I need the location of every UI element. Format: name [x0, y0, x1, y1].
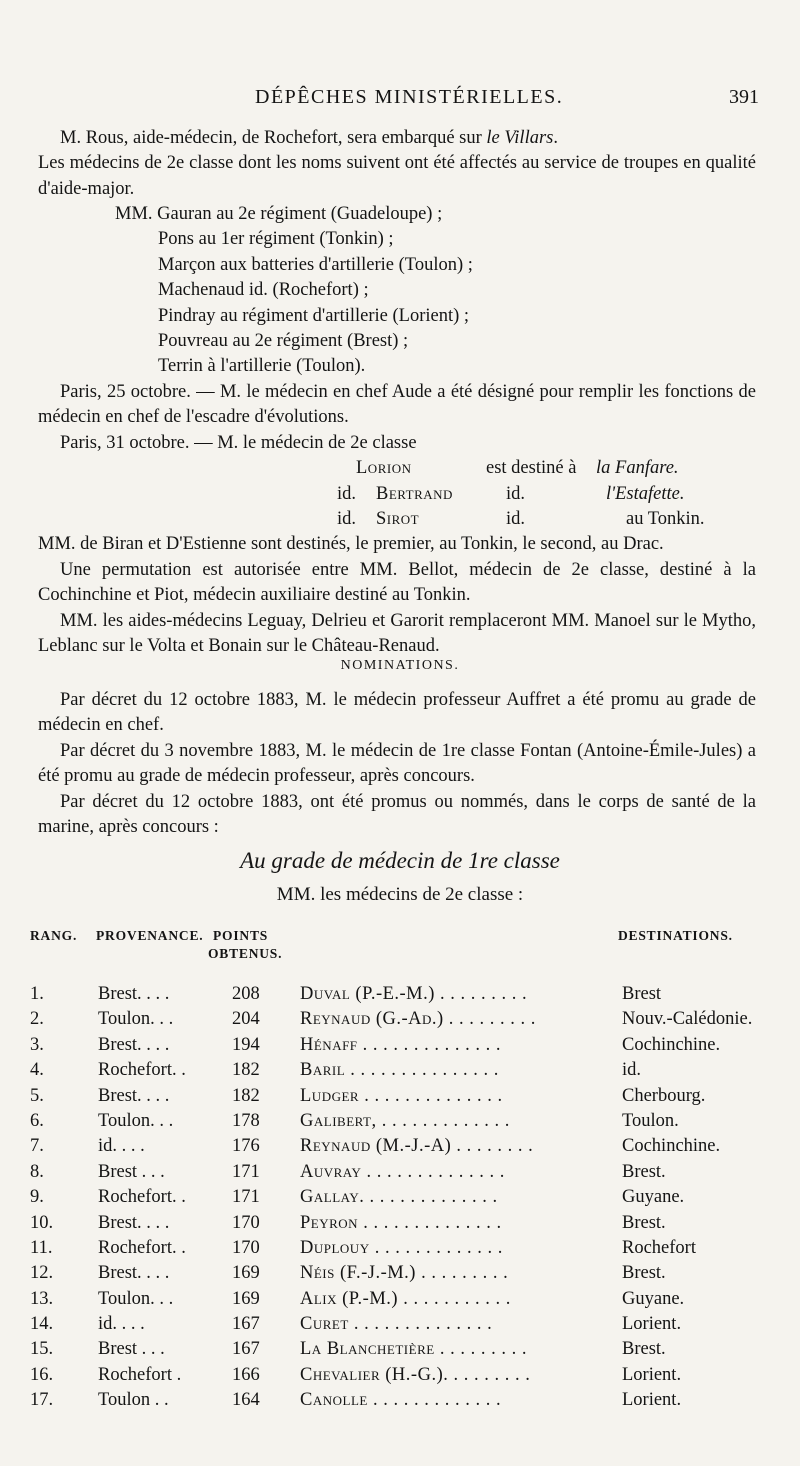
destination-cell: Cochinchine. — [622, 1034, 721, 1055]
intro-paragraph: Les médecins de 2e classe dont les noms suivent ont été affectés au service de troupes en qualité d'aide-major. — [38, 153, 756, 199]
points-cell: 164 — [232, 1390, 260, 1411]
table-row — [30, 1287, 770, 1312]
points-cell: 171 — [232, 1161, 260, 1182]
points-cell: 176 — [232, 1136, 260, 1157]
intro-line: M. Rous, aide-médecin, de Rochefort, sera embarqué sur le Villars. — [60, 128, 558, 148]
table-row — [30, 1160, 770, 1185]
provenance-cell: Rochefort . — [98, 1364, 182, 1385]
paris-25-paragraph: Paris, 25 octobre. — M. le médecin en chef Aude a été désigné pour remplir les fonctions de médecin en chef de l'escadre d'évolutions. — [38, 382, 756, 428]
provenance-cell: Brest. . . . — [98, 1034, 170, 1055]
points-cell: 167 — [232, 1339, 260, 1360]
intro-block — [38, 126, 756, 202]
rank-cell: 2. — [30, 1009, 44, 1030]
rank-cell: 4. — [30, 1060, 44, 1081]
provenance-cell: Toulon . . — [98, 1390, 169, 1411]
provenance-cell: Toulon. . . — [98, 1009, 174, 1030]
table-row — [30, 982, 770, 1007]
page-header — [0, 86, 800, 116]
header-provenance: PROVENANCE. — [96, 928, 204, 943]
rank-cell: 7. — [30, 1136, 44, 1157]
points-cell: 204 — [232, 1009, 260, 1030]
destination-cell: Brest. — [622, 1263, 666, 1284]
name-cell: Auvray . . . . . . . . . . . . . . — [300, 1161, 505, 1182]
destination-cell: Lorient. — [622, 1314, 682, 1335]
name-cell: Galibert, . . . . . . . . . . . . . — [300, 1110, 510, 1131]
paris-31-row: id. Bertrand id. l'Estafette. — [336, 483, 685, 504]
points-cell: 169 — [232, 1288, 260, 1309]
table-row — [30, 1007, 770, 1032]
provenance-cell: Brest . . . — [98, 1339, 165, 1360]
rank-cell: 17. — [30, 1390, 54, 1411]
provenance-cell: Toulon. . . — [98, 1288, 174, 1309]
name-cell: Reynaud (M.-J.-A) . . . . . . . . — [300, 1136, 534, 1157]
table-row — [30, 1084, 770, 1109]
name-cell: Alix (P.-M.) . . . . . . . . . . . — [300, 1288, 511, 1309]
points-cell: 169 — [232, 1263, 260, 1284]
nominations-table — [30, 982, 770, 1414]
rank-cell: 16. — [30, 1364, 54, 1385]
aides-paragraph: MM. les aides-médecins Leguay, Delrieu et Garorit remplaceront MM. Manoel sur le Mytho, Leblanc sur le Volta et Bonain sur le Château-Renaud. — [38, 610, 756, 657]
points-cell: 208 — [232, 984, 260, 1004]
running-title: DÉPÊCHES MINISTÉRIELLES. — [255, 86, 564, 108]
provenance-cell: Brest. . . . — [98, 1212, 170, 1233]
table-row — [30, 1337, 770, 1362]
rank-cell: 1. — [30, 984, 44, 1004]
points-cell: 182 — [232, 1060, 260, 1081]
grade-title: Au grade de médecin de 1re classe — [240, 848, 560, 873]
rank-cell: 6. — [30, 1110, 44, 1131]
points-cell: 182 — [232, 1085, 260, 1106]
destination-cell: Lorient. — [622, 1390, 682, 1411]
destination-cell: Brest. — [622, 1212, 666, 1233]
name-cell: Baril . . . . . . . . . . . . . . . — [300, 1060, 499, 1081]
rank-cell: 8. — [30, 1161, 44, 1182]
destination-cell: Guyane. — [622, 1187, 685, 1208]
rank-cell: 12. — [30, 1263, 54, 1284]
destination-cell: Cochinchine. — [622, 1136, 721, 1157]
provenance-cell: Rochefort. . — [98, 1060, 186, 1081]
name-cell: Ludger . . . . . . . . . . . . . . — [300, 1085, 503, 1106]
header-rang: RANG. — [30, 928, 78, 943]
points-cell: 170 — [232, 1237, 260, 1258]
affectation-item: Terrin à l'artillerie (Toulon). — [158, 356, 366, 377]
points-cell: 170 — [232, 1212, 260, 1233]
provenance-cell: Brest. . . . — [98, 1085, 170, 1106]
nomination-paragraph: Par décret du 12 octobre 1883, M. le médecin professeur Auffret a été promu au grade de médecin en chef. — [38, 690, 756, 736]
rank-cell: 15. — [30, 1339, 54, 1360]
destination-cell: Guyane. — [622, 1288, 685, 1309]
affectation-item: MM. Gauran au 2e régiment (Guadeloupe) ; — [115, 204, 443, 224]
rank-cell: 14. — [30, 1314, 54, 1335]
destination-cell: Lorient. — [622, 1364, 682, 1385]
affectation-item: Marçon aux batteries d'artillerie (Toulon) ; — [158, 254, 473, 275]
provenance-cell: Brest. . . . — [98, 1263, 170, 1284]
table-row — [30, 1312, 770, 1337]
destination-cell: Nouv.-Calédonie. — [622, 1009, 753, 1030]
rank-cell: 9. — [30, 1187, 44, 1208]
destination-cell: Brest — [622, 984, 662, 1004]
name-cell: Curet . . . . . . . . . . . . . . — [300, 1314, 493, 1335]
provenance-cell: Rochefort. . — [98, 1187, 186, 1208]
permutation-paragraph: Une permutation est autorisée entre MM. Bellot, médecin de 2e classe, destiné à la Cochinchine et Piot, médecin auxiliaire destiné au Tonkin. — [38, 559, 756, 606]
main-text — [38, 380, 756, 659]
destination-cell: Toulon. — [622, 1110, 679, 1131]
header-obtenus: OBTENUS. — [208, 946, 283, 961]
provenance-cell: id. . . . — [98, 1314, 145, 1335]
destination-cell: Cherbourg. — [622, 1085, 706, 1106]
paris-31-row: Lorion est destiné à la Fanfare. — [356, 458, 679, 479]
points-cell: 194 — [232, 1034, 260, 1055]
table-row — [30, 1033, 770, 1058]
table-row — [30, 1109, 770, 1134]
affectation-item: Pons au 1er régiment (Tonkin) ; — [158, 229, 394, 250]
provenance-cell: Brest. . . . — [98, 984, 170, 1004]
page-number: 391 — [729, 86, 759, 108]
paris-31-row: Paris, 31 octobre. — M. le médecin de 2e classe — [60, 432, 417, 453]
name-cell: Reynaud (G.-Ad.) . . . . . . . . . — [300, 1009, 536, 1030]
destination-cell: Rochefort — [622, 1237, 696, 1258]
rank-cell: 5. — [30, 1085, 44, 1106]
name-cell: Canolle . . . . . . . . . . . . . — [300, 1390, 502, 1411]
destination-cell: Brest. — [622, 1161, 666, 1182]
rank-cell: 13. — [30, 1288, 54, 1309]
affectation-item: Pindray au régiment d'artillerie (Lorient) ; — [158, 305, 470, 326]
name-cell: Hénaff . . . . . . . . . . . . . . — [300, 1034, 502, 1055]
nominations-title: NOMINATIONS. — [340, 658, 460, 673]
name-cell: La Blanchetière . . . . . . . . . — [300, 1339, 527, 1360]
nomination-paragraph: Par décret du 12 octobre 1883, ont été promus ou nommés, dans le corps de santé de la marine, après concours : — [38, 791, 756, 838]
table-row — [30, 1388, 770, 1413]
provenance-cell: Brest . . . — [98, 1161, 165, 1182]
table-row — [30, 1134, 770, 1159]
table-row — [30, 1363, 770, 1388]
provenance-cell: id. . . . — [98, 1136, 145, 1157]
table-row — [30, 1261, 770, 1286]
nominations-text — [38, 688, 756, 840]
points-cell: 178 — [232, 1110, 260, 1131]
nomination-paragraph: Par décret du 3 novembre 1883, M. le médecin de 1re classe Fontan (Antoine-Émile-Jules) a été promu au grade de médecin professeur, après concours. — [38, 740, 756, 787]
affectations-list — [38, 202, 756, 380]
paris-31-row: id. Sirot id. au Tonkin. — [336, 509, 705, 530]
grade-subtitle: MM. les médecins de 2e classe : — [276, 884, 524, 905]
header-points: POINTS — [213, 928, 269, 943]
rank-cell: 3. — [30, 1034, 44, 1055]
name-cell: Chevalier (H.-G.). . . . . . . . . — [300, 1364, 531, 1385]
affectation-item: Machenaud id. (Rochefort) ; — [158, 280, 369, 301]
table-row — [30, 1236, 770, 1261]
points-cell: 171 — [232, 1187, 260, 1208]
header-destinations: DESTINATIONS. — [618, 928, 733, 943]
provenance-cell: Rochefort. . — [98, 1237, 186, 1258]
provenance-cell: Toulon. . . — [98, 1110, 174, 1131]
points-cell: 167 — [232, 1314, 260, 1335]
destination-cell: id. — [622, 1060, 642, 1081]
rank-cell: 11. — [30, 1237, 53, 1258]
table-row — [30, 1211, 770, 1236]
name-cell: Peyron . . . . . . . . . . . . . . — [300, 1212, 502, 1233]
name-cell: Néis (F.-J.-M.) . . . . . . . . . — [300, 1263, 509, 1284]
biran-paragraph: MM. de Biran et D'Estienne sont destinés, le premier, au Tonkin, le second, au Drac. — [38, 534, 664, 555]
table-row — [30, 1058, 770, 1083]
name-cell: Duplouy . . . . . . . . . . . . . — [300, 1237, 503, 1258]
rank-cell: 10. — [30, 1212, 54, 1233]
name-cell: Duval (P.-E.-M.) . . . . . . . . . — [300, 984, 528, 1004]
affectation-item: Pouvreau au 2e régiment (Brest) ; — [158, 331, 409, 352]
destination-cell: Brest. — [622, 1339, 666, 1360]
points-cell: 166 — [232, 1364, 260, 1385]
table-row — [30, 1185, 770, 1210]
name-cell: Gallay. . . . . . . . . . . . . . — [300, 1187, 498, 1208]
